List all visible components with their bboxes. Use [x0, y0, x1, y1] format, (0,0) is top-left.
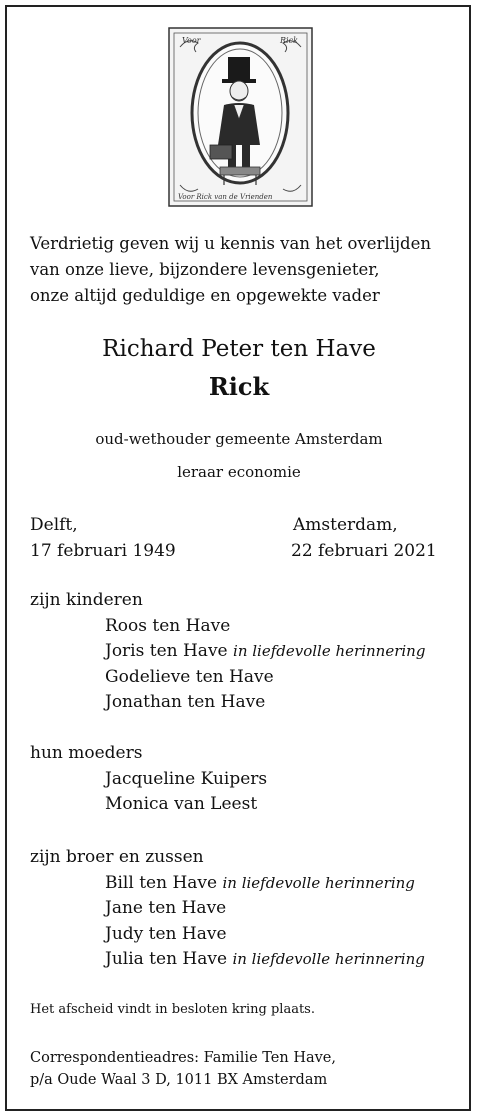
correspondence-address — [30, 1047, 336, 1091]
address-line: Correspondentieadres: Familie Ten Have, — [30, 1050, 337, 1066]
family-member — [30, 665, 425, 691]
intro-text — [30, 231, 431, 309]
intro-line: Verdrietig geven wij u kennis van het overlijden — [30, 234, 432, 253]
family-member — [30, 896, 425, 922]
member-name: Judy ten Have — [105, 923, 227, 944]
family-member — [30, 690, 425, 716]
birth-place: Delft, — [30, 515, 78, 535]
group-heading: hun moeders — [30, 743, 143, 763]
member-name: Jonathan ten Have — [105, 692, 266, 713]
deceased-role: leraar economie — [177, 463, 301, 481]
family-member — [30, 767, 267, 793]
member-name: Bill ten Have — [105, 872, 218, 893]
family-member — [30, 922, 425, 948]
family-member — [30, 792, 267, 818]
member-name: Godelieve ten Have — [105, 666, 274, 687]
member-name: Julia ten Have — [105, 949, 228, 970]
member-name: Monica van Leest — [105, 794, 258, 815]
family-member — [30, 614, 425, 640]
member-name: Roos ten Have — [105, 615, 231, 636]
group-heading: zijn broer en zussen — [30, 847, 204, 867]
member-name: Jacqueline Kuipers — [105, 768, 268, 789]
deceased-full-name: Richard Peter ten Have — [102, 336, 376, 362]
portrait-drawing — [168, 27, 313, 207]
family-group-siblings — [30, 845, 425, 973]
farewell-note: Het afscheid vindt in besloten kring plaats. — [30, 1002, 315, 1017]
family-member — [30, 639, 425, 665]
family-member — [30, 947, 425, 973]
intro-line: van onze lieve, bijzondere levensgenieter, — [30, 260, 380, 279]
deceased-role: oud-wethouder gemeente Amsterdam — [95, 430, 383, 448]
member-note: in liefdevolle herinnering — [232, 950, 425, 969]
birth-date: 17 februari 1949 — [30, 541, 176, 561]
member-name: Jane ten Have — [105, 898, 227, 919]
drawing-corner-right: Rick — [280, 36, 298, 45]
member-note: in liefdevolle herinnering — [233, 642, 426, 661]
drawing-caption: Voor Rick van de Vrienden — [178, 193, 273, 201]
family-group-mothers — [30, 741, 267, 818]
family-member — [30, 871, 425, 897]
group-heading: zijn kinderen — [30, 590, 143, 610]
member-name: Joris ten Have — [105, 641, 228, 662]
member-note: in liefdevolle herinnering — [222, 873, 415, 892]
family-group-children — [30, 588, 425, 716]
death-place: Amsterdam, — [293, 515, 398, 535]
drawing-corner-left: Voor — [182, 36, 201, 45]
address-line: p/a Oude Waal 3 D, 1011 BX Amsterdam — [30, 1072, 328, 1088]
death-date: 22 februari 2021 — [291, 541, 437, 561]
deceased-nickname: Rick — [208, 372, 270, 401]
intro-line: onze altijd geduldige en opgewekte vader — [30, 286, 380, 305]
